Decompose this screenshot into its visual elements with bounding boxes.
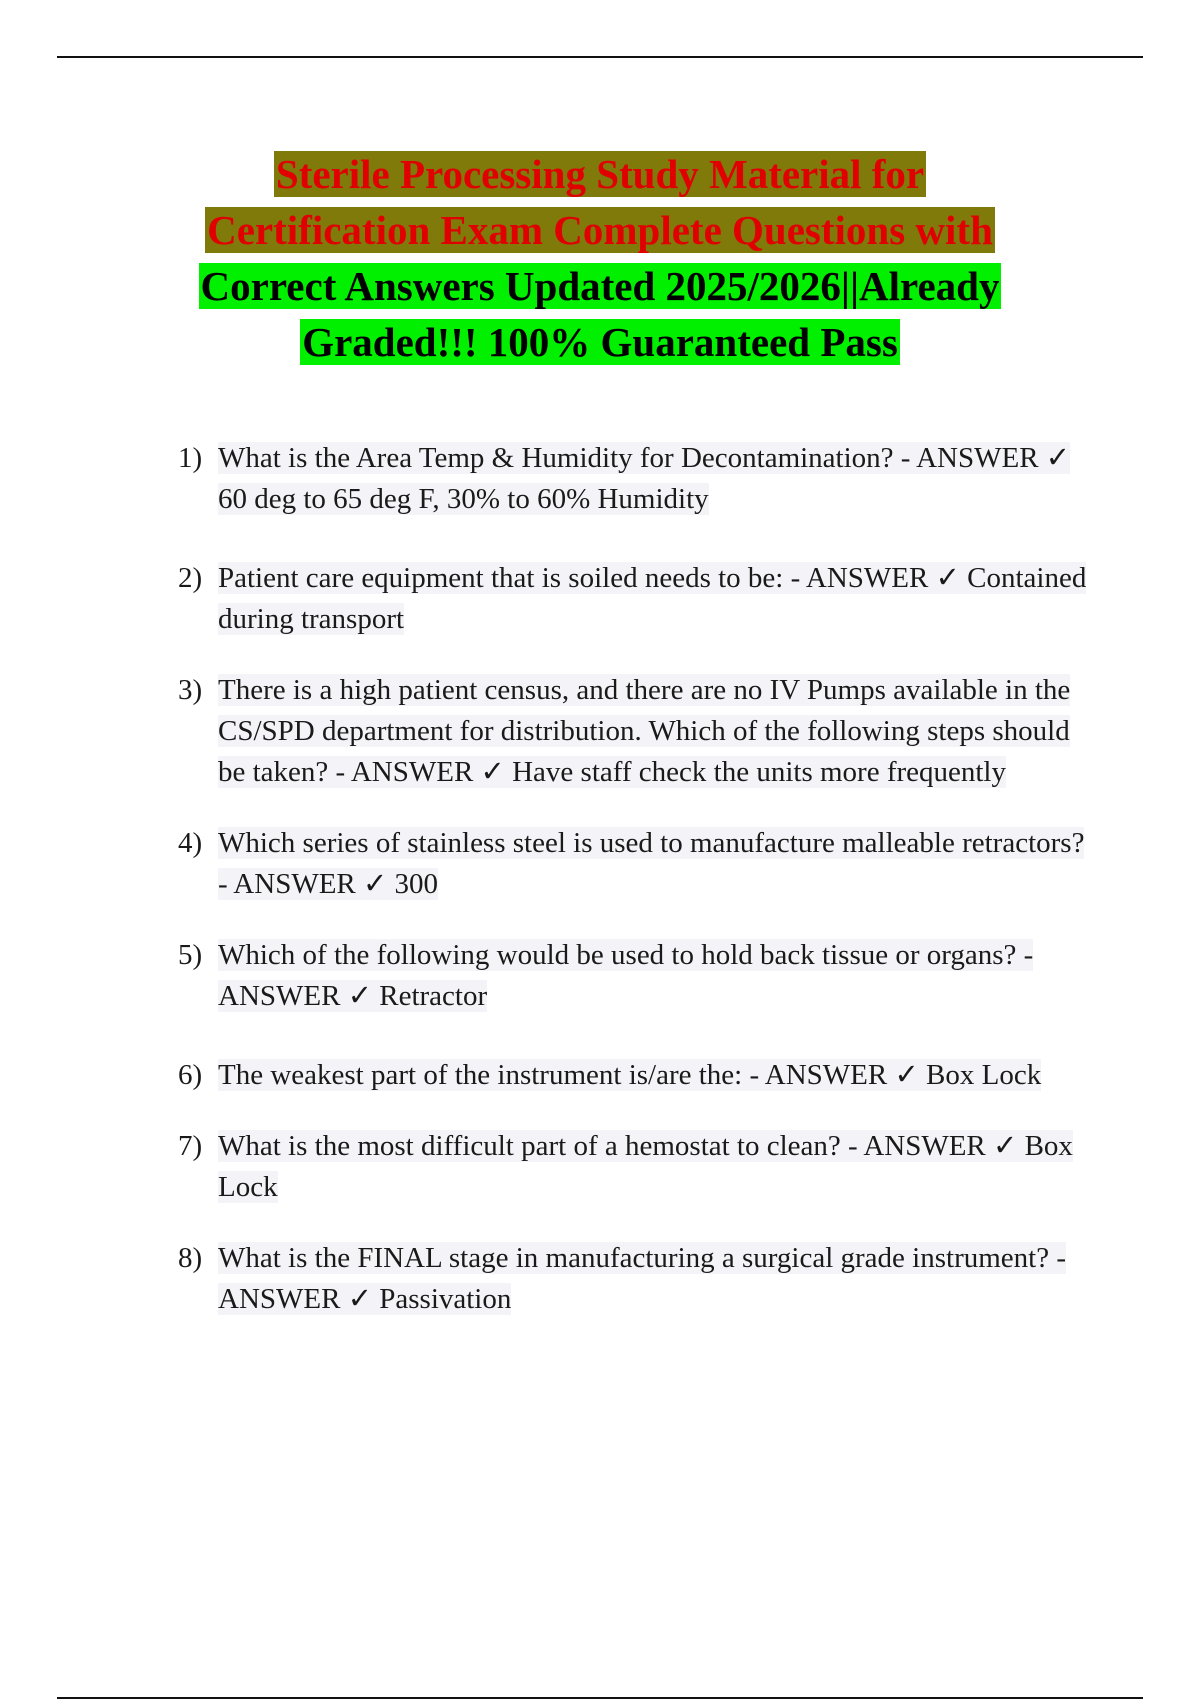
question-text: Which series of stainless steel is used to manufacture malleable retractors? - ANSWER ✓ 300 [218, 827, 1085, 900]
footer-rule [57, 1697, 1143, 1699]
question-number: 4) [178, 827, 203, 859]
question-text: What is the most difficult part of a hemostat to clean? - ANSWER ✓ Box Lock [218, 1130, 1073, 1203]
question-number: 1) [178, 442, 203, 474]
document-title [120, 146, 1080, 370]
question-text: Which of the following would be used to hold back tissue or organs? - ANSWER ✓ Retractor [218, 939, 1034, 1012]
title-highlight: Correct Answers Updated 2025/2026||Already [200, 263, 1000, 309]
title-line-2 [120, 202, 1080, 258]
title-line-4 [120, 314, 1080, 370]
question-text: There is a high patient census, and there are no IV Pumps available in the CS/SPD department for distribution. Which of the following steps should be taken? - ANSWER ✓ Have staff check the units more frequently [218, 674, 1071, 788]
question-number: 2) [178, 562, 203, 594]
question-item-6 [178, 1055, 1098, 1096]
title-line-3 [120, 258, 1080, 314]
question-number: 8) [178, 1242, 203, 1274]
question-text: What is the FINAL stage in manufacturing a surgical grade instrument? - ANSWER ✓ Passivation [218, 1242, 1066, 1315]
question-item-8 [178, 1238, 1098, 1320]
question-text: The weakest part of the instrument is/are the: - ANSWER ✓ Box Lock [218, 1059, 1042, 1091]
header-rule [57, 56, 1143, 58]
question-number: 7) [178, 1130, 203, 1162]
question-item-1 [178, 438, 1098, 520]
title-highlight: Sterile Processing Study Material for [275, 151, 925, 197]
question-number: 3) [178, 674, 203, 706]
title-highlight: Graded!!! 100% Guaranteed Pass [302, 319, 898, 365]
question-item-3 [178, 670, 1098, 793]
title-highlight: Certification Exam Complete Questions with [207, 207, 993, 253]
question-number: 5) [178, 939, 203, 971]
question-list [178, 438, 1098, 1320]
question-item-7 [178, 1126, 1098, 1208]
question-item-5 [178, 935, 1098, 1017]
question-number: 6) [178, 1059, 203, 1091]
question-item-4 [178, 823, 1098, 905]
question-item-2 [178, 558, 1098, 640]
question-text: What is the Area Temp & Humidity for Decontamination? - ANSWER ✓ 60 deg to 65 deg F, 30% to 60% Humidity [218, 442, 1071, 515]
title-line-1 [120, 146, 1080, 202]
question-text: Patient care equipment that is soiled needs to be: - ANSWER ✓ Contained during transport [218, 562, 1087, 635]
